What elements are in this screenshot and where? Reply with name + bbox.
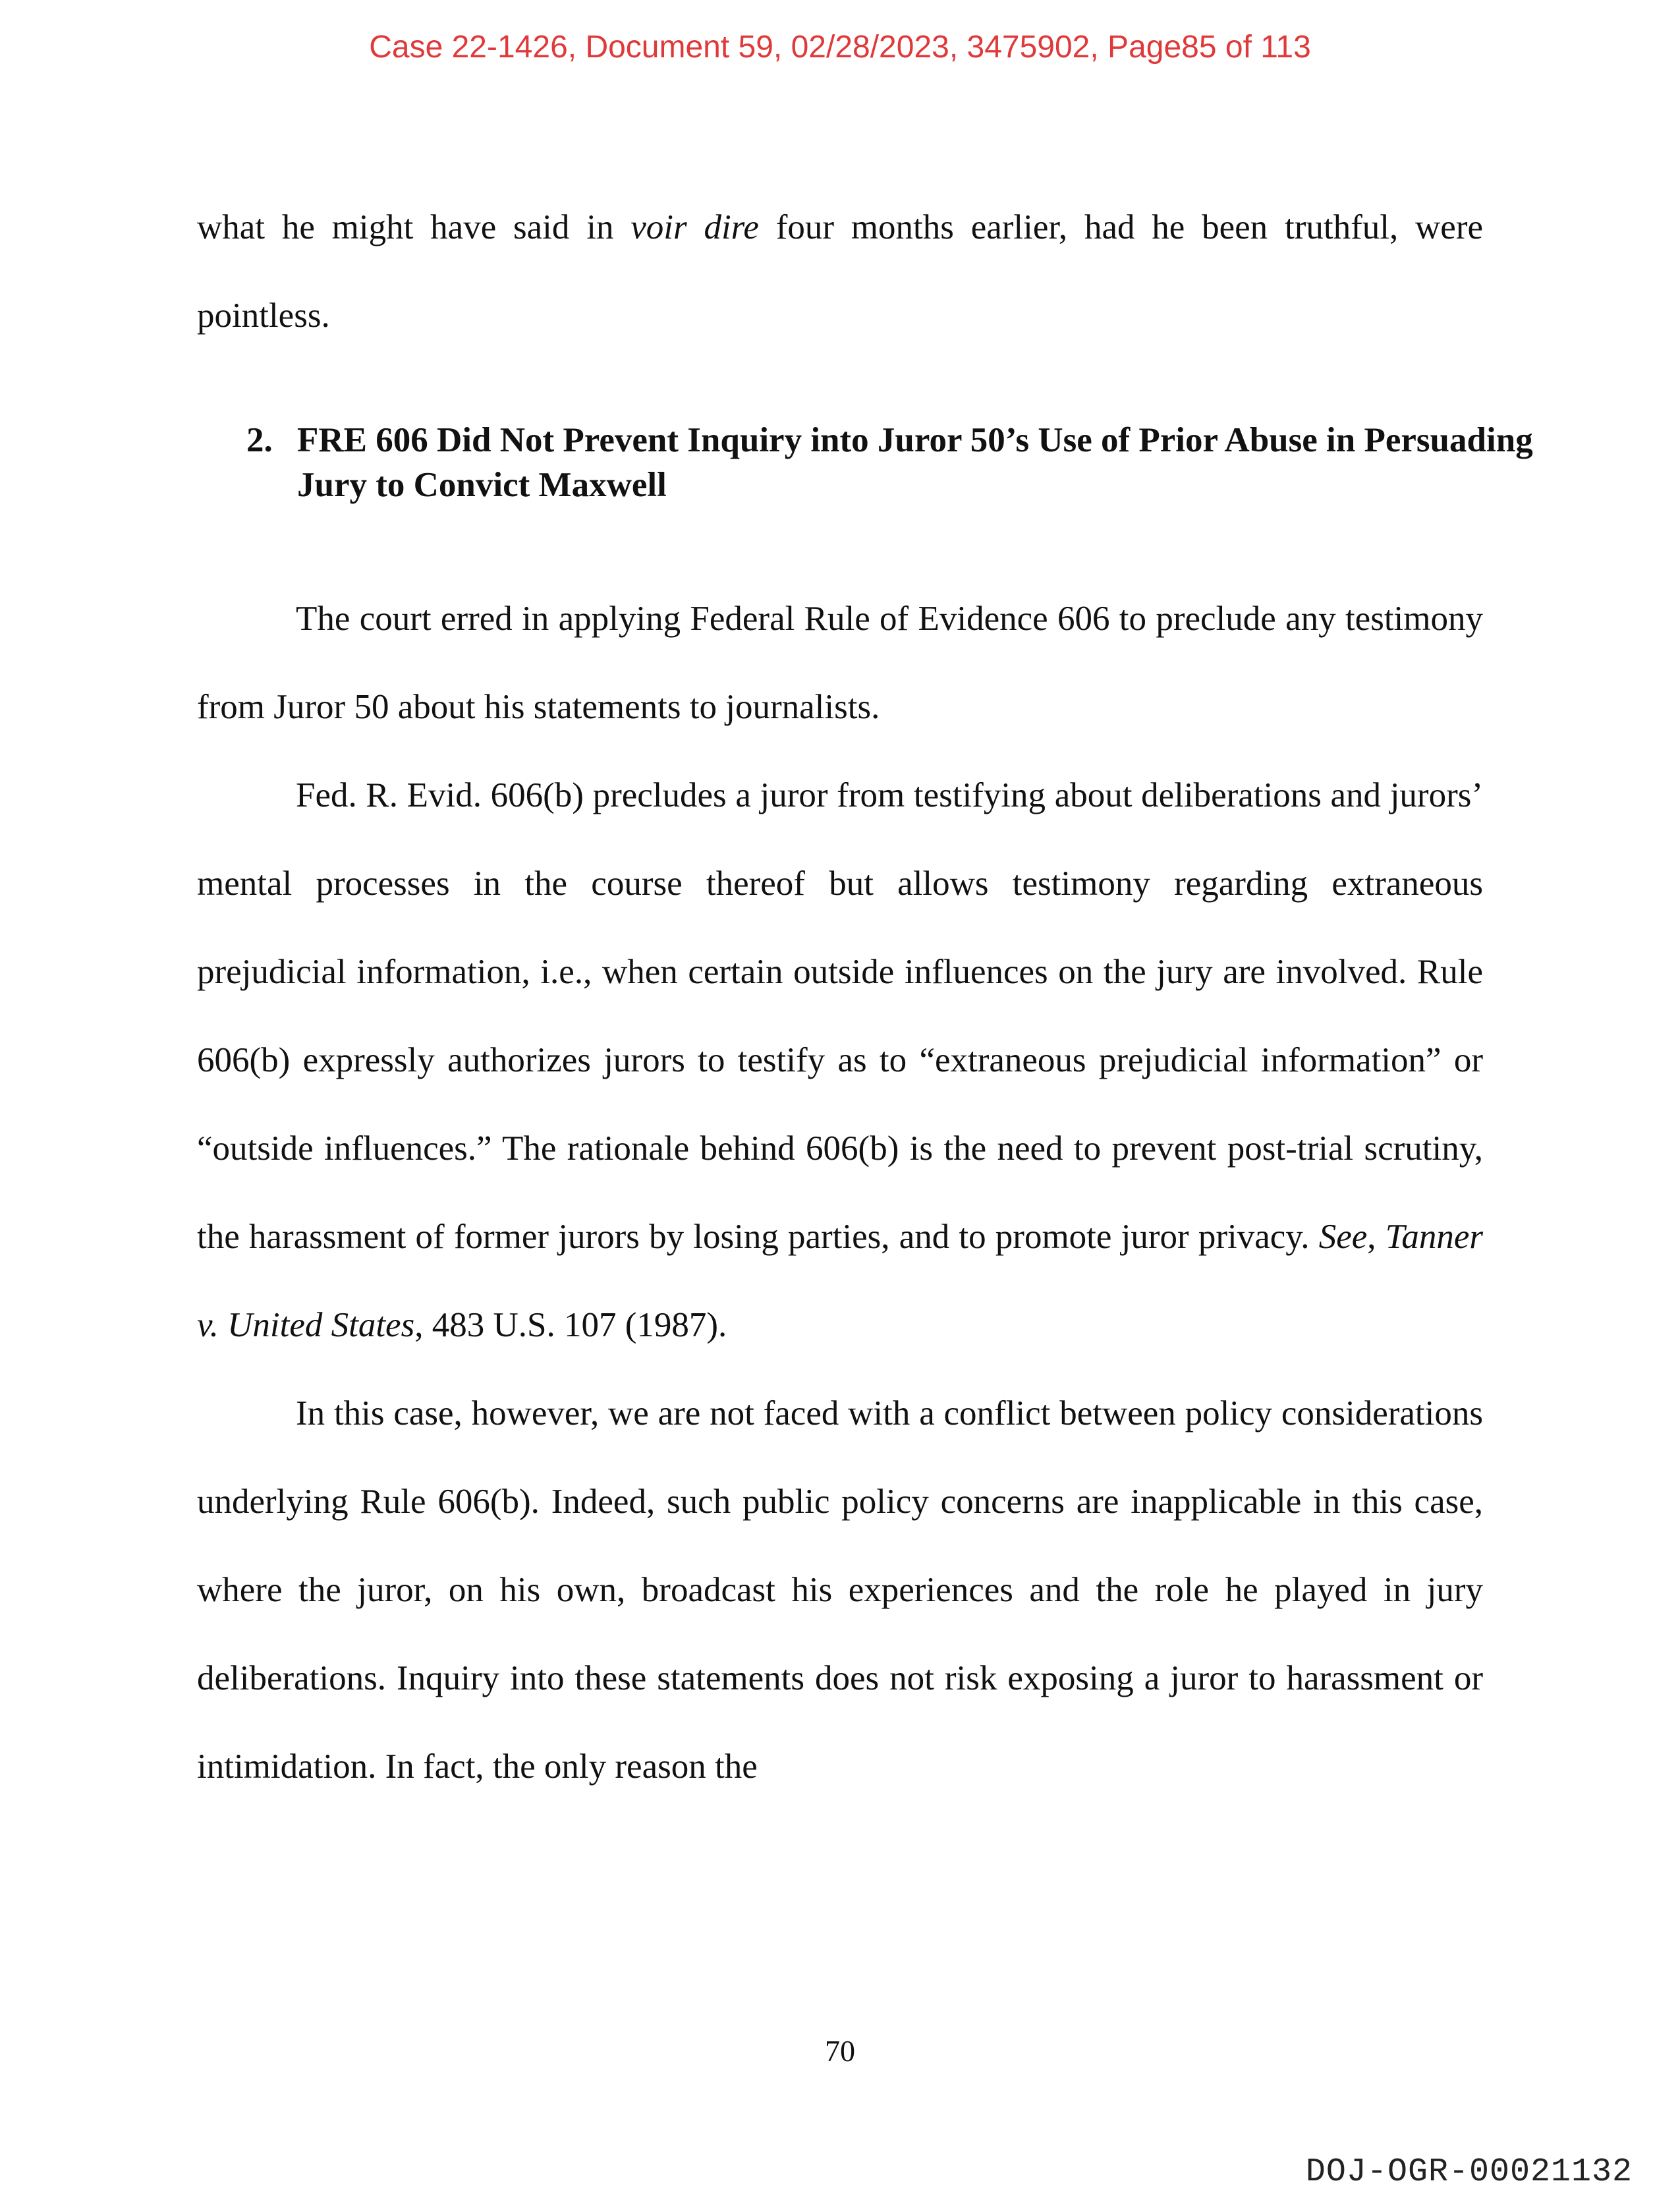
- section-title: FRE 606 Did Not Prevent Inquiry into Juror 50’s Use of Prior Abuse in Persuading Jury to Convict Maxwell: [297, 421, 1533, 504]
- continuation-paragraph: [197, 183, 1483, 360]
- continuation-text-b: four months earlier, had he been truthful, were pointless.: [197, 208, 1483, 335]
- paragraph-2: [197, 751, 1483, 1369]
- case-header-stamp: Case 22-1426, Document 59, 02/28/2023, 3475902, Page85 of 113: [369, 30, 1311, 65]
- continuation-text-a: what he might have said in: [197, 208, 631, 246]
- bates-number: DOJ-OGR-00021132: [1305, 2153, 1633, 2191]
- section-number: 2.: [246, 421, 273, 459]
- paragraph-2-text: Fed. R. Evid. 606(b) precludes a juror from testifying about deliberations and jurors’ mental processes in the course thereof but allows testimony regarding extraneous prejudicial information, i.e., when certain outside influences on the jury are involved. Rule 606(b) expressly authorizes jurors to testify as to “extraneous prejudicial information” or “outside influences.” The rationale behind 606(b) is the need to prevent post-trial scrutiny, the harassment of former jurors by losing parties, and to promote juror privacy.: [197, 776, 1483, 1256]
- citation-reporter: , 483 U.S. 107 (1987).: [414, 1306, 727, 1344]
- paragraph-1: The court erred in applying Federal Rule of Evidence 606 to preclude any testimony from Juror 50 about his statements to journalists.: [197, 600, 1483, 726]
- citation-signal: See: [1318, 1218, 1368, 1256]
- case-name: Tanner v. United States: [197, 1218, 1483, 1344]
- citation-comma: ,: [1367, 1218, 1386, 1256]
- italic-term: voir dire: [630, 208, 759, 246]
- page-number: 70: [825, 2034, 855, 2068]
- section-heading: [246, 418, 1534, 507]
- main-body: [197, 575, 1483, 1811]
- paragraph-3: In this case, however, we are not faced with a conflict between policy considerations underlying Rule 606(b). Indeed, such public policy concerns are inapplicable in this case, where the juror, on his own, broadcast his experiences and the role he played in jury deliberations. Inquiry into these statements does not risk exposing a juror to harassment or intimidation. In fact, the only reason the: [197, 1394, 1483, 1786]
